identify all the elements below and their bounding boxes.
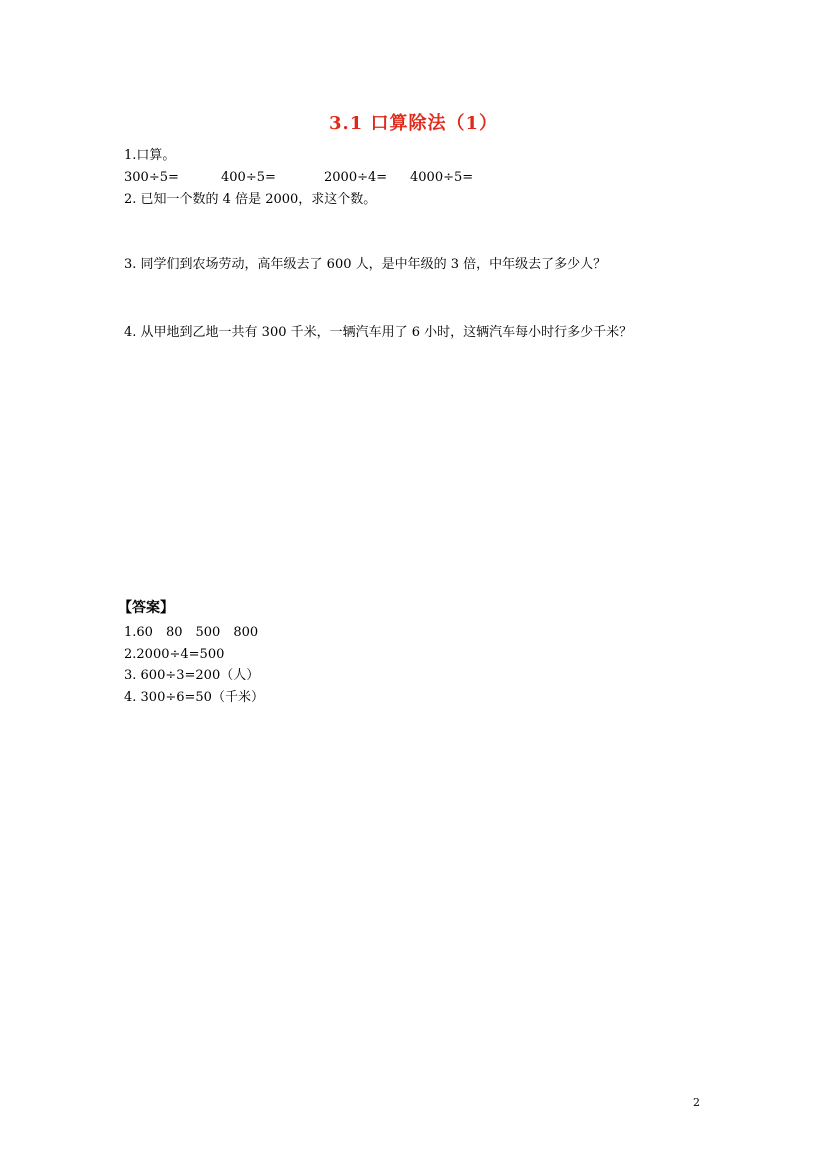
page-number: 2 (693, 1096, 700, 1109)
calc-item: 400÷5= (221, 170, 276, 185)
calc-item: 300÷5= (124, 170, 179, 185)
calc-item: 2000÷4= (324, 170, 388, 185)
answer-value: 800 (233, 625, 259, 640)
calc-item: 4000÷5= (410, 170, 474, 185)
question-3: 3. 同学们到农场劳动，高年级去了 600 人，是中年级的 3 倍，中年级去了多少人？ (124, 257, 607, 272)
answer-value: 60 (136, 625, 153, 640)
answer-1-prefix: 1. (124, 625, 137, 640)
answer-3: 3. 600÷3=200（人） (124, 668, 260, 683)
answer-1 (124, 624, 271, 642)
page-title: 3.1 口算除法（1） (328, 113, 499, 134)
answer-heading: 【答案】 (118, 600, 174, 616)
question-2: 2. 已知一个数的 4 倍是 2000，求这个数。 (124, 192, 377, 207)
answer-2: 2.2000÷4=500 (124, 647, 225, 662)
question-1-label: 1.口算。 (124, 148, 176, 163)
answer-4: 4. 300÷6=50（千米） (124, 690, 264, 705)
answer-value: 80 (165, 625, 183, 640)
question-4: 4. 从甲地到乙地一共有 300 千米，一辆汽车用了 6 小时，这辆汽车每小时行多少千米？ (124, 325, 633, 340)
answer-value: 500 (195, 625, 221, 640)
